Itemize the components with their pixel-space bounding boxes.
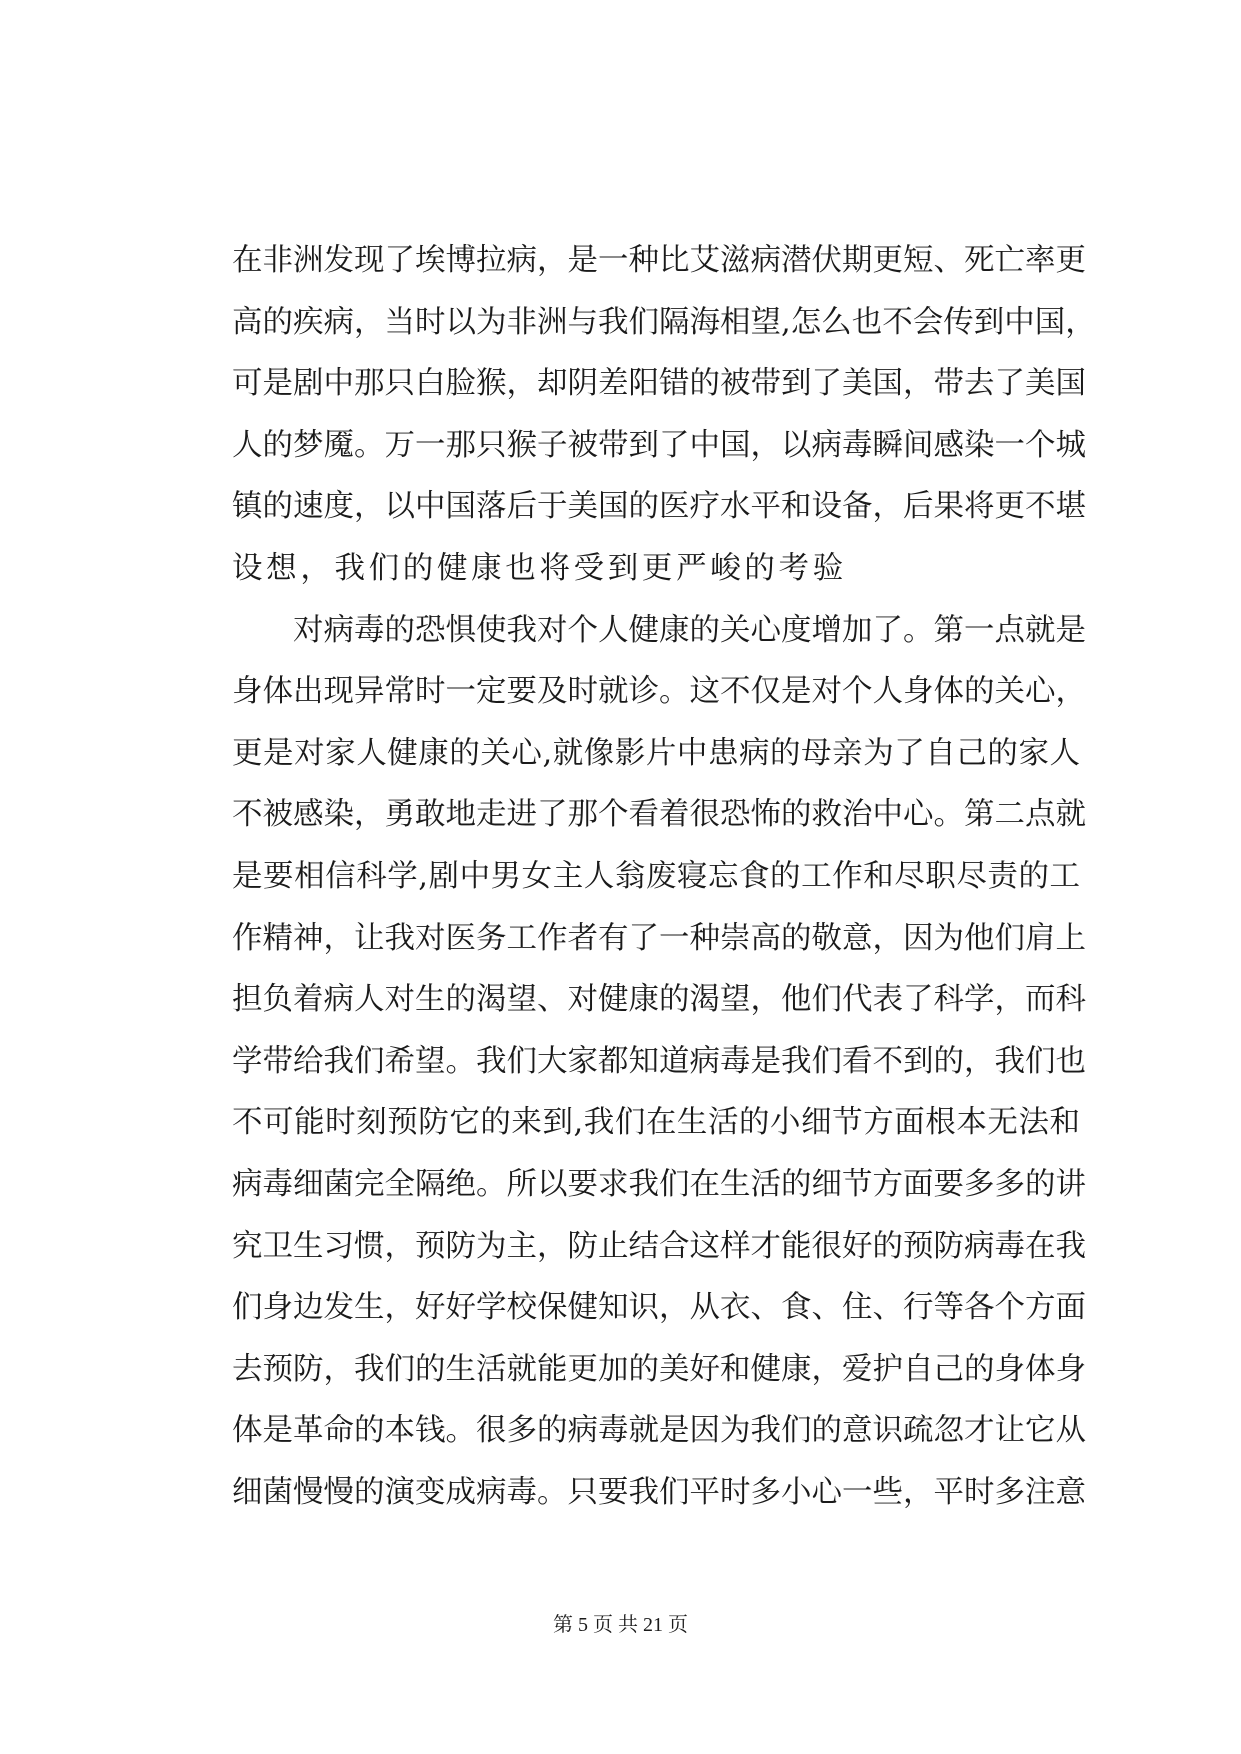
- text-line: 去预防，我们的生活就能更加的美好和健康，爱护自己的身体身: [232, 1351, 1086, 1387]
- text-line: 究卫生习惯，预防为主，防止结合这样才能很好的预防病毒在我: [232, 1228, 1086, 1264]
- text-line: 们身边发生，好好学校保健知识，从衣、食、住、行等各个方面: [232, 1290, 1086, 1326]
- body-text: [232, 230, 1096, 1523]
- text-line: 细菌慢慢的演变成病毒。只要我们平时多小心一些，平时多注意: [232, 1474, 1086, 1510]
- text-line: 学带给我们希望。我们大家都知道病毒是我们看不到的，我们也: [232, 1043, 1086, 1079]
- text-line: 高的疾病，当时以为非洲与我们隔海相望,怎么也不会传到中国，: [232, 304, 1096, 340]
- text-line: 不被感染，勇敢地走进了那个看着很恐怖的救治中心。第二点就: [232, 797, 1086, 833]
- text-line: 作精神，让我对医务工作者有了一种崇高的敬意，因为他们肩上: [232, 920, 1086, 956]
- text-line: 在非洲发现了埃博拉病，是一种比艾滋病潜伏期更短、死亡率更: [232, 243, 1086, 278]
- text-line: 担负着病人对生的渴望、对健康的渴望，他们代表了科学，而科: [232, 982, 1086, 1018]
- text-line: 镇的速度，以中国落后于美国的医疗水平和设备，后果将更不堪: [232, 489, 1086, 525]
- text-line: 设想，我们的健康也将受到更严峻的考验: [232, 550, 847, 586]
- text-line: 身体出现异常时一定要及时就诊。这不仅是对个人身体的关心，: [232, 674, 1086, 710]
- text-line: 是要相信科学,剧中男女主人翁废寝忘食的工作和尽职尽责的工: [232, 858, 1080, 894]
- text-line: 病毒细菌完全隔绝。所以要求我们在生活的细节方面要多多的讲: [232, 1166, 1086, 1202]
- text-line: 人的梦魇。万一那只猴子被带到了中国，以病毒瞬间感染一个城: [232, 427, 1086, 463]
- page-number-footer: 第 5 页 共 21 页: [553, 1614, 688, 1636]
- text-line: 体是革命的本钱。很多的病毒就是因为我们的意识疏忽才让它从: [232, 1413, 1086, 1449]
- text-line: 可是剧中那只白脸猴，却阴差阳错的被带到了美国，带去了美国: [232, 366, 1086, 402]
- text-line: 更是对家人健康的关心,就像影片中患病的母亲为了自己的家人: [232, 735, 1080, 771]
- text-line: 对病毒的恐惧使我对个人健康的关心度增加了。第一点就是: [232, 612, 1086, 648]
- text-line: 不可能时刻预防它的来到,我们在生活的小细节方面根本无法和: [232, 1105, 1080, 1141]
